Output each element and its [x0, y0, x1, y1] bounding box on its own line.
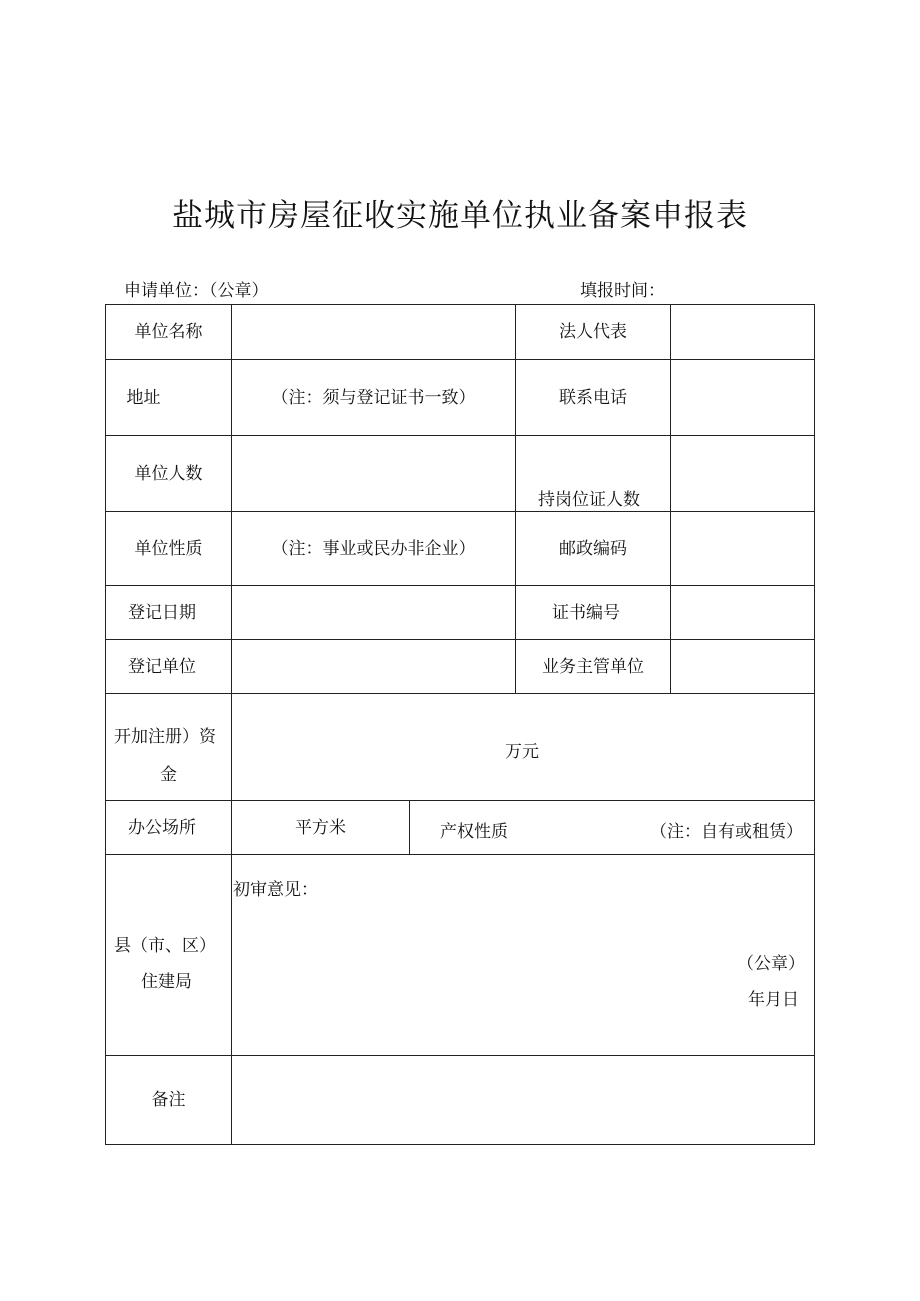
- capital-label-line2: 金: [160, 765, 177, 785]
- capital-unit: 万元: [505, 742, 539, 762]
- reg-unit-label: 登记单位: [128, 656, 196, 677]
- postal-code-label: 邮政编码: [559, 538, 627, 559]
- seal-label: （公章）: [737, 954, 805, 974]
- fill-time-label: 填报时间：: [580, 281, 665, 301]
- postal-code-field[interactable]: [671, 512, 814, 585]
- unit-nature-note: （注：事业或民办非企业）: [271, 538, 476, 559]
- remarks-label: 备注: [151, 1090, 186, 1110]
- certified-staff-label: 持岗位证人数: [538, 490, 640, 510]
- phone-field[interactable]: [671, 360, 814, 435]
- legal-rep-field[interactable]: [671, 305, 814, 359]
- capital-label-line1: 开加注册）资: [114, 727, 216, 747]
- phone-label: 联系电话: [559, 387, 627, 408]
- area-unit: 平方米: [295, 817, 346, 838]
- reg-unit-field[interactable]: [232, 640, 515, 693]
- cert-no-label: 证书编号: [552, 602, 620, 623]
- review-label: 初审意见：: [233, 880, 318, 900]
- reg-date-label: 登记日期: [128, 602, 196, 623]
- address-note: （注：须与登记证书一致）: [271, 387, 476, 408]
- office-label: 办公场所: [128, 817, 196, 838]
- address-label: 地址: [126, 387, 161, 408]
- county-label-line1: 县（市、区）: [114, 936, 216, 956]
- reg-date-field[interactable]: [232, 586, 515, 639]
- cert-no-field[interactable]: [671, 586, 814, 639]
- supervisor-label: 业务主管单位: [542, 656, 644, 677]
- document-title: 盐城市房屋征收实施单位执业备案申报表: [172, 198, 748, 234]
- county-label-line2: 住建局: [141, 972, 192, 992]
- property-nature-label: 产权性质: [440, 822, 508, 842]
- applicant-label: 申请单位：（公章）: [124, 281, 269, 301]
- certified-staff-field[interactable]: [671, 436, 814, 511]
- unit-nature-label: 单位性质: [134, 538, 203, 559]
- date-label: 年月日: [748, 990, 799, 1010]
- remarks-field[interactable]: [232, 1056, 814, 1144]
- property-note: （注：自有或租赁）: [650, 822, 803, 842]
- unit-name-label: 单位名称: [134, 322, 203, 342]
- staff-count-field[interactable]: [232, 436, 515, 511]
- staff-count-label: 单位人数: [134, 463, 203, 484]
- legal-rep-label: 法人代表: [559, 322, 627, 342]
- unit-name-field[interactable]: [232, 305, 515, 359]
- supervisor-field[interactable]: [671, 640, 814, 693]
